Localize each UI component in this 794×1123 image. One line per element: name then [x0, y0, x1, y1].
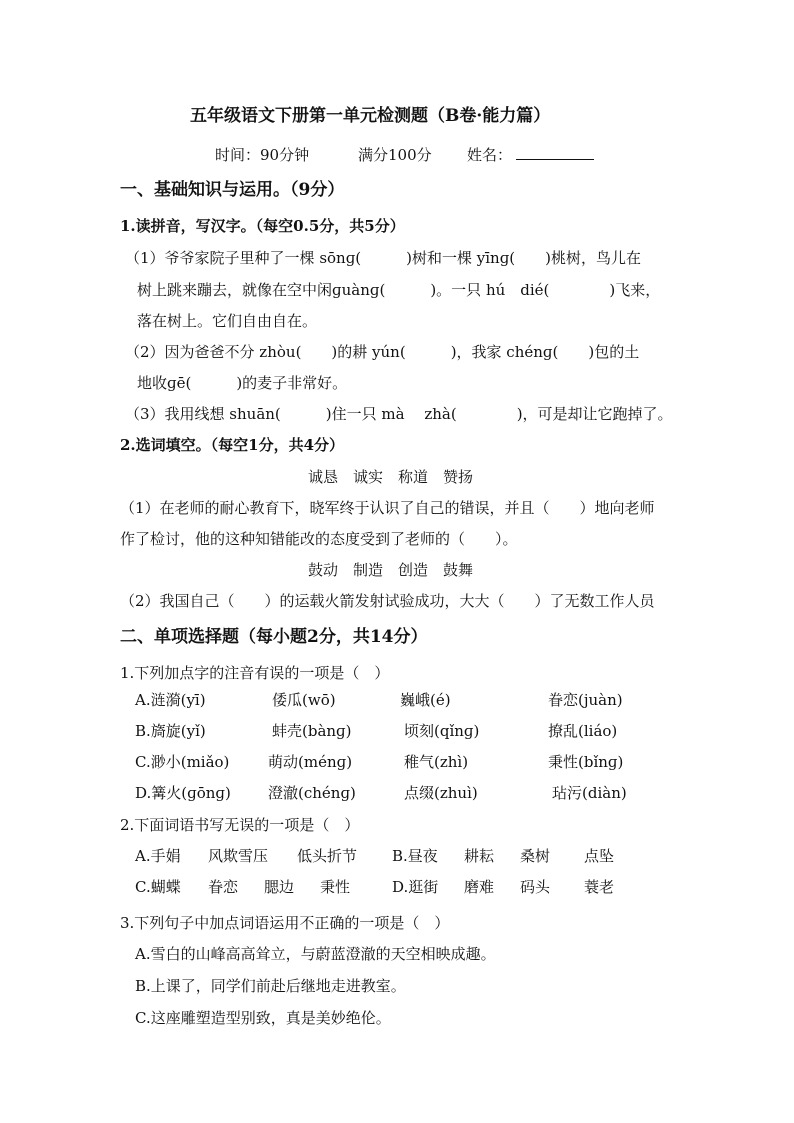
s2-q2-row2-w2: 眷恋	[208, 878, 239, 896]
s2-q2-row2-w3: 腮边	[264, 878, 295, 896]
s2-q2-row2-w1: C.蝴蝶	[135, 878, 181, 896]
s2-q2-row2-w8: 蓑老	[584, 878, 615, 896]
s2-q1-row-a-opt3: 巍峨(é)	[400, 691, 451, 709]
s2-q2-row1-w3: 低头折节	[297, 847, 358, 865]
s2-q2-stem: 2.下面词语书写无误的一项是（ ）	[120, 816, 360, 834]
full-score: 满分100分	[358, 146, 432, 164]
s2-q2-row1-w2: 风欺雪压	[208, 847, 269, 865]
s2-q1-row-d-opt4: 玷污(diàn)	[552, 784, 627, 802]
s2-q2-row1-w6: 桑树	[520, 847, 551, 865]
q2-item2-line1: （2）我国自己（ ）的运载火箭发射试验成功，大大（ ）了无数工作人员	[120, 592, 655, 610]
s2-q1-row-c-opt1: C.渺小(miǎo)	[135, 753, 230, 771]
s2-q1-row-c-opt4: 秉性(bǐnɡ)	[548, 753, 624, 771]
s2-q1-row-d-opt3: 点缀(zhuì)	[404, 784, 478, 802]
s2-q1-row-b-opt3: 顷刻(qǐnɡ)	[404, 722, 480, 740]
name-blank[interactable]	[516, 145, 594, 160]
s2-q2-row2-w5: D.逛街	[392, 878, 439, 896]
s2-q1-row-b-opt2: 蚌壳(bànɡ)	[272, 722, 352, 740]
s2-q2-row1-w4: B.昼夜	[392, 847, 438, 865]
section2-heading: 二、单项选择题（每小题2分，共14分）	[120, 627, 428, 647]
s2-q3-stem: 3.下列句子中加点词语运用不正确的一项是（ ）	[120, 914, 450, 932]
s2-q1-row-c-opt3: 稚气(zhì)	[404, 753, 469, 771]
s2-q3-option-b: B.上课了，同学们前赴后继地走进教室。	[135, 977, 406, 995]
page-title: 五年级语文下册第一单元检测题（B卷·能力篇）	[190, 106, 551, 126]
s2-q1-row-a-opt1: A.涟漪(yī)	[135, 691, 206, 709]
section1-heading: 一、基础知识与运用。（9分）	[120, 180, 345, 200]
s2-q1-row-b-opt1: B.旖旋(yǐ)	[135, 722, 206, 740]
s2-q2-row2-w7: 码头	[520, 878, 551, 896]
s2-q2-row2-w4: 秉性	[320, 878, 351, 896]
s2-q1-row-a-opt2: 倭瓜(wō)	[272, 691, 336, 709]
q1-heading: 1.读拼音，写汉字。（每空0.5分，共5分）	[120, 217, 405, 235]
q1-item1-line2: 树上跳来蹦去，就像在空中闲ɡuànɡ( )。一只 hú dié( )飞来，	[137, 281, 661, 299]
s2-q1-row-d-opt2: 澄澈(chénɡ)	[268, 784, 356, 802]
q1-item2-line2: 地收ɡē( )的麦子非常好。	[137, 374, 348, 392]
q1-item1-line1: （1）爷爷家院子里种了一棵 sōnɡ( )树和一棵 yīnɡ( )桃树，鸟儿在	[125, 249, 642, 267]
s2-q1-stem: 1.下列加点字的注音有误的一项是（ ）	[120, 664, 390, 682]
name-label: 姓名：	[467, 146, 513, 164]
s2-q1-row-b-opt4: 撩乱(liáo)	[548, 722, 618, 740]
q2-word-bank-2: 鼓动 制造 创造 鼓舞	[308, 561, 474, 579]
q2-item1-line1: （1）在老师的耐心教育下，晓军终于认识了自己的错误，并且（ ）地向老师	[120, 499, 655, 517]
s2-q2-row1-w1: A.手娟	[135, 847, 181, 865]
s2-q3-option-c: C.这座雕塑造型别致，真是美妙绝伦。	[135, 1009, 391, 1027]
q2-heading: 2.选词填空。（每空1分，共4分）	[120, 436, 345, 454]
s2-q1-row-c-opt2: 萌动(ménɡ)	[268, 753, 353, 771]
s2-q2-row1-w7: 点坠	[584, 847, 615, 865]
exam-time: 时间：90分钟	[215, 146, 310, 164]
s2-q2-row2-w6: 磨难	[464, 878, 495, 896]
q2-item1-line2: 作了检讨，他的这种知错能改的态度受到了老师的（ ）。	[120, 530, 518, 548]
s2-q3-option-a: A.雪白的山峰高高耸立，与蔚蓝澄澈的天空相映成趣。	[135, 945, 496, 963]
name-field[interactable]	[467, 145, 594, 165]
s2-q2-row1-w5: 耕耘	[464, 847, 495, 865]
s2-q1-row-d-opt1: D.篝火(ɡōnɡ)	[135, 784, 231, 802]
q1-item1-line3: 落在树上。它们自由自在。	[137, 312, 318, 330]
q1-item2-line1: （2）因为爸爸不分 zhòu( )的耕 yún( )，我家 chénɡ( )包的土	[125, 343, 640, 361]
s2-q1-row-a-opt4: 眷恋(juàn)	[548, 691, 623, 709]
q1-item3-line1: （3）我用线想 shuān( )住一只 mà zhà( )，可是却让它跑掉了。	[125, 405, 673, 423]
q2-word-bank-1: 诚恳 诚实 称道 赞扬	[308, 468, 474, 486]
